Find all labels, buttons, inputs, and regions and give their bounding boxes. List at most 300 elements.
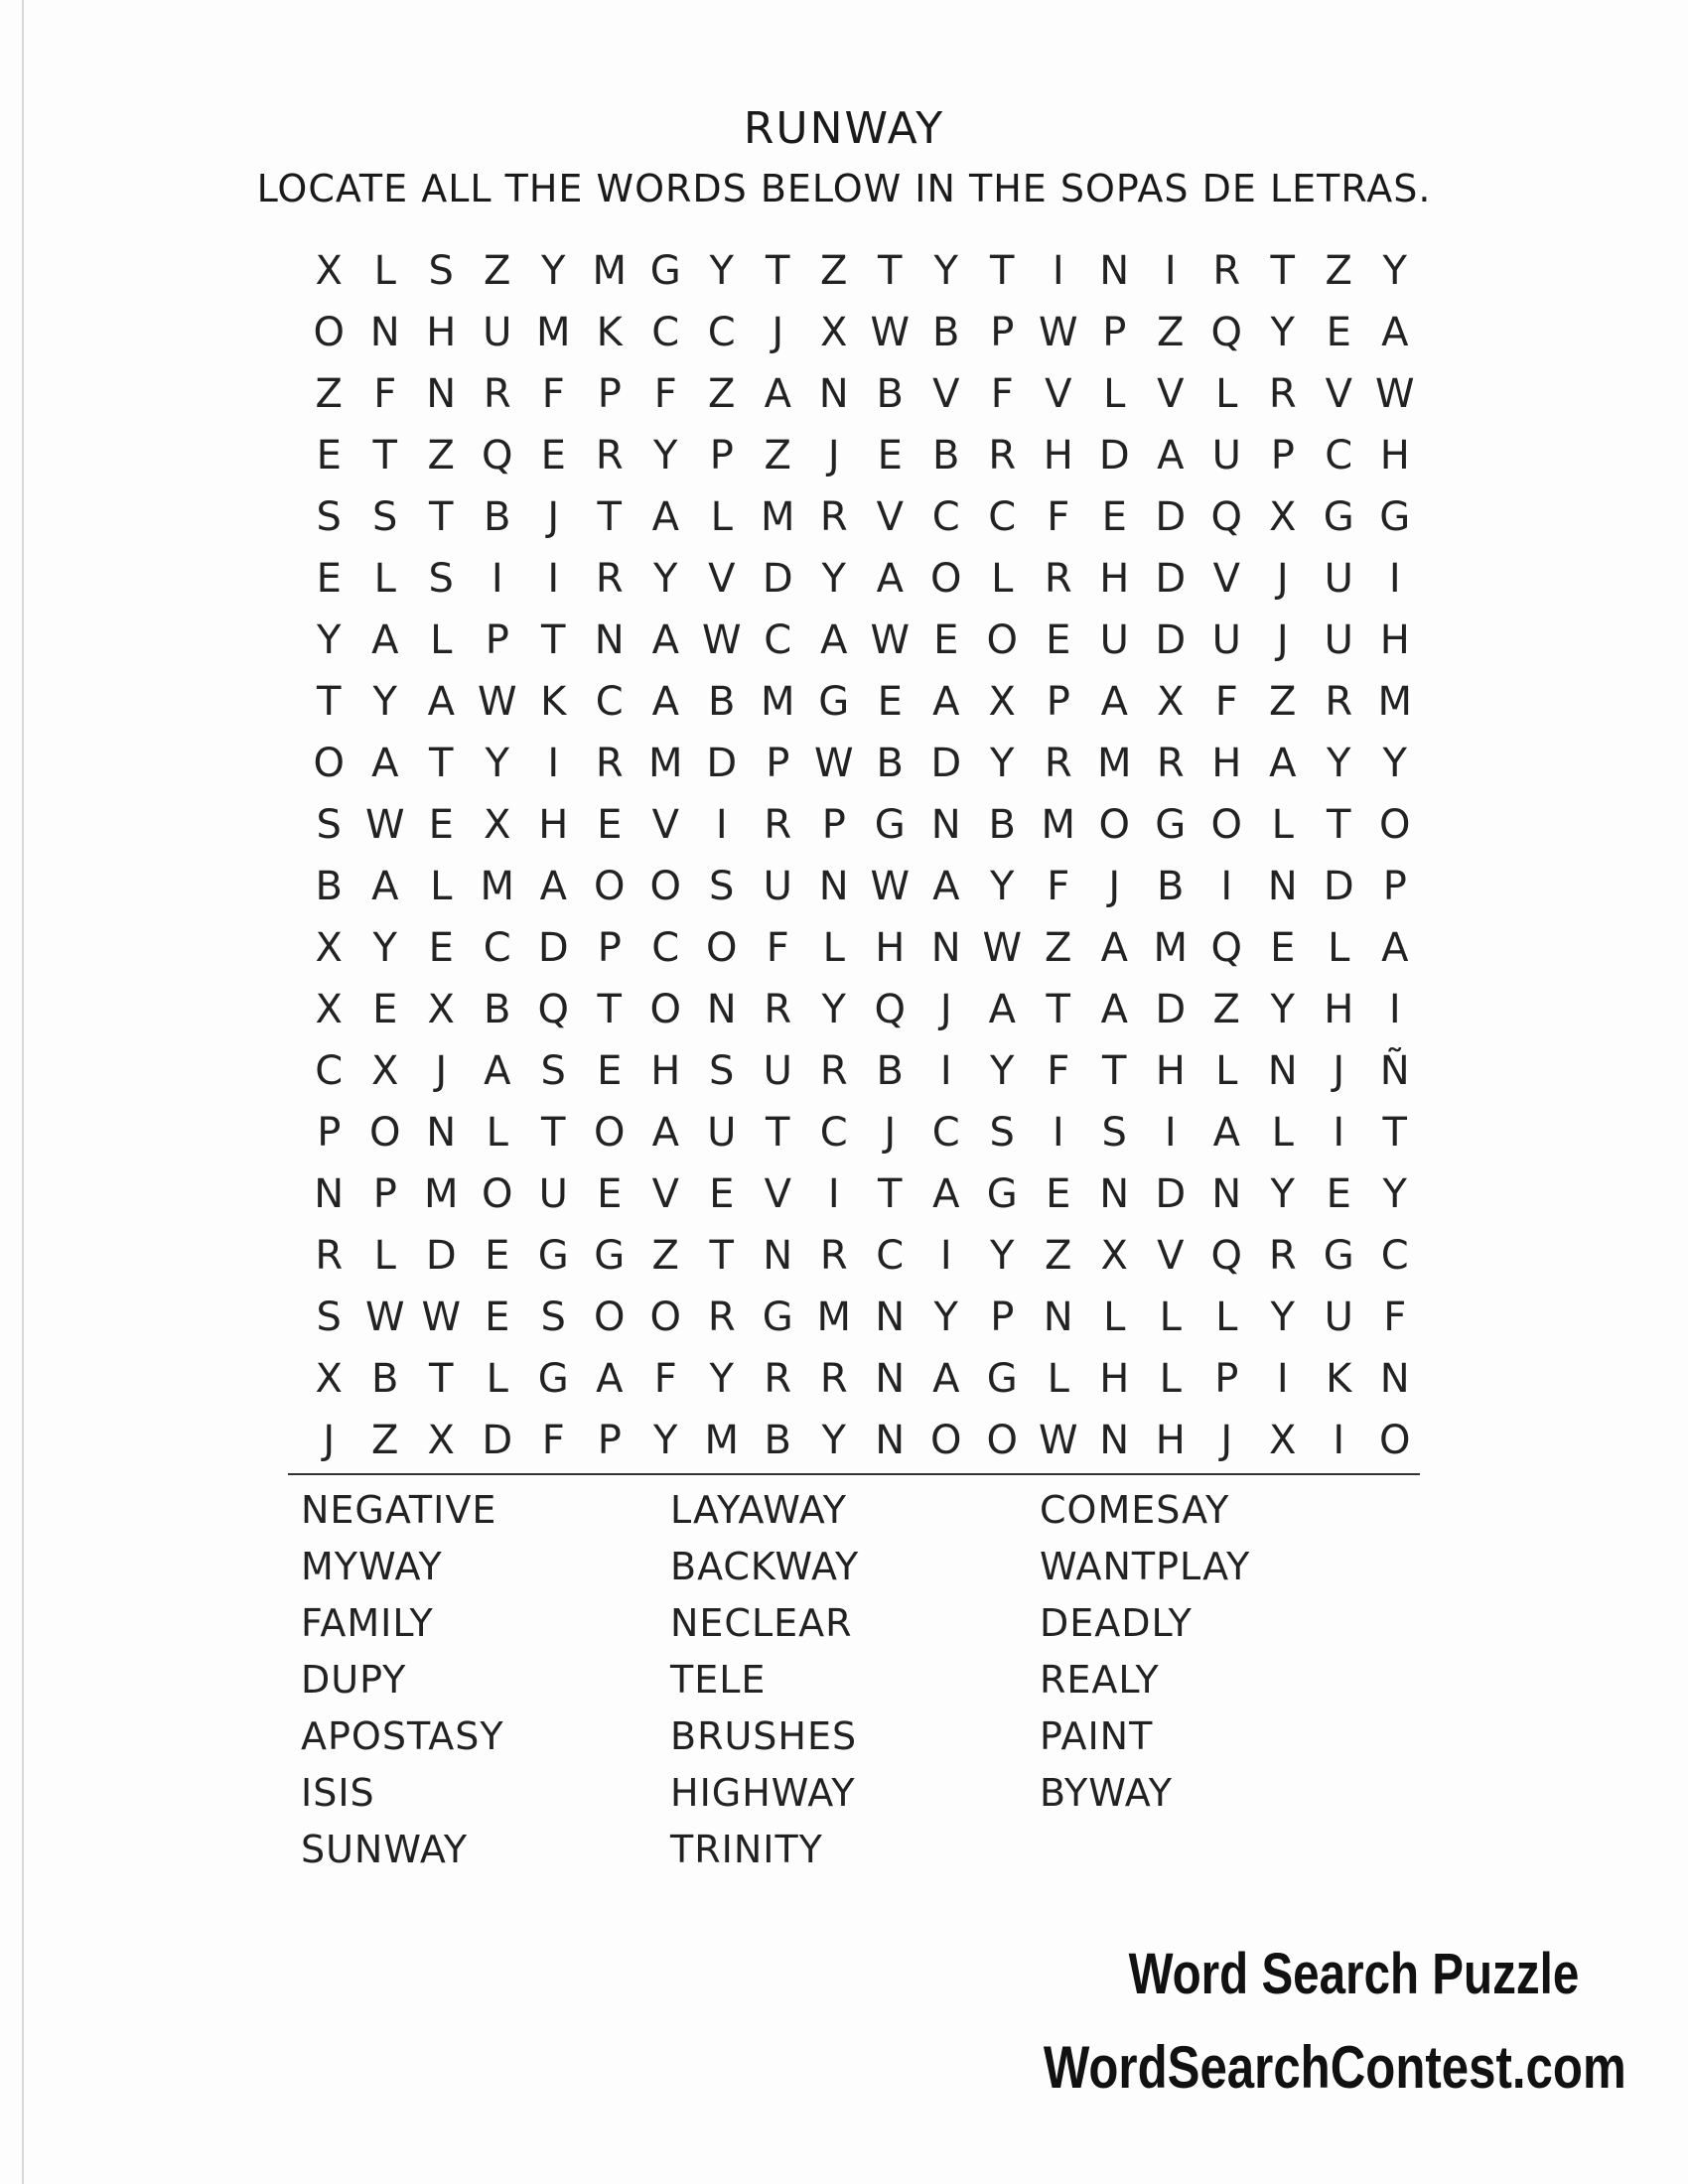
grid-letter[interactable]: B [988, 802, 1016, 848]
grid-letter[interactable]: G [649, 248, 681, 294]
grid-letter[interactable]: T [766, 1110, 790, 1156]
grid-letter[interactable]: Z [1045, 1233, 1072, 1279]
grid-letter[interactable]: Y [990, 741, 1015, 786]
grid-letter[interactable]: B [932, 433, 960, 478]
grid-letter[interactable]: F [1047, 864, 1070, 909]
grid-letter[interactable]: H [650, 1048, 681, 1094]
grid-letter[interactable]: N [875, 1295, 906, 1340]
grid-letter[interactable]: P [597, 371, 622, 417]
grid-letter[interactable]: B [876, 1048, 904, 1094]
grid-letter[interactable]: Z [1269, 679, 1297, 725]
grid-letter[interactable]: P [990, 1295, 1015, 1340]
grid-letter[interactable]: L [373, 556, 396, 602]
grid-letter[interactable]: L [1271, 802, 1294, 848]
grid-letter[interactable]: X [1269, 494, 1297, 540]
grid-letter[interactable]: A [932, 1356, 960, 1402]
grid-letter[interactable]: P [1046, 679, 1070, 725]
grid-letter[interactable]: O [649, 864, 681, 909]
grid-letter[interactable]: T [709, 1233, 734, 1279]
grid-letter[interactable]: R [764, 1356, 792, 1402]
grid-letter[interactable]: W [1038, 1418, 1078, 1463]
grid-letter[interactable]: T [317, 679, 342, 725]
grid-letter[interactable]: L [1215, 1048, 1238, 1094]
grid-letter[interactable]: U [763, 1048, 792, 1094]
grid-letter[interactable]: Y [1327, 741, 1351, 786]
grid-letter[interactable]: N [426, 1110, 457, 1156]
grid-letter[interactable]: M [647, 741, 683, 786]
grid-letter[interactable]: I [827, 1171, 840, 1217]
grid-letter[interactable]: P [709, 433, 734, 478]
grid-letter[interactable]: Y [653, 556, 678, 602]
grid-letter[interactable]: A [596, 1356, 624, 1402]
grid-letter[interactable]: L [486, 1110, 508, 1156]
grid-letter[interactable]: D [1155, 494, 1187, 540]
grid-letter[interactable]: Y [821, 987, 846, 1032]
grid-letter[interactable]: W [364, 1295, 405, 1340]
grid-letter[interactable]: H [426, 310, 457, 355]
grid-letter[interactable]: S [540, 1048, 566, 1094]
grid-letter[interactable]: M [1377, 679, 1412, 725]
grid-letter[interactable]: E [1046, 617, 1071, 663]
grid-letter[interactable]: B [484, 494, 511, 540]
grid-letter[interactable]: C [651, 925, 680, 971]
grid-letter[interactable]: O [986, 1418, 1018, 1463]
grid-letter[interactable]: P [1102, 310, 1127, 355]
grid-letter[interactable]: M [1153, 925, 1188, 971]
grid-letter[interactable]: R [1156, 741, 1185, 786]
grid-letter[interactable]: B [932, 310, 960, 355]
grid-letter[interactable]: E [372, 987, 398, 1032]
grid-letter[interactable]: L [373, 248, 396, 294]
grid-letter[interactable]: E [540, 433, 566, 478]
grid-letter[interactable]: V [651, 1171, 679, 1217]
grid-letter[interactable]: A [1100, 987, 1128, 1032]
grid-letter[interactable]: Y [1270, 987, 1295, 1032]
grid-letter[interactable]: A [1100, 925, 1128, 971]
grid-letter[interactable]: Y [933, 1295, 958, 1340]
grid-letter[interactable]: N [314, 1171, 345, 1217]
grid-letter[interactable]: O [649, 1295, 681, 1340]
grid-letter[interactable]: O [1379, 1418, 1411, 1463]
grid-letter[interactable]: E [485, 1295, 510, 1340]
grid-letter[interactable]: A [651, 679, 679, 725]
grid-letter[interactable]: V [651, 802, 679, 848]
grid-letter[interactable]: O [313, 741, 345, 786]
grid-letter[interactable]: O [649, 987, 681, 1032]
grid-letter[interactable]: B [371, 1356, 399, 1402]
grid-letter[interactable]: T [429, 494, 454, 540]
grid-letter[interactable]: E [1270, 925, 1296, 971]
grid-letter[interactable]: C [595, 679, 624, 725]
grid-letter[interactable]: E [877, 679, 903, 725]
grid-letter[interactable]: V [764, 1171, 791, 1217]
grid-letter[interactable]: Z [1325, 248, 1352, 294]
grid-letter[interactable]: E [709, 1171, 735, 1217]
grid-letter[interactable]: M [816, 1295, 851, 1340]
grid-letter[interactable]: Y [1382, 1171, 1407, 1217]
grid-letter[interactable]: F [1047, 1048, 1070, 1094]
grid-letter[interactable]: Z [484, 248, 511, 294]
grid-letter[interactable]: H [1155, 1418, 1186, 1463]
grid-letter[interactable]: T [766, 248, 790, 294]
grid-letter[interactable]: W [982, 925, 1023, 971]
grid-letter[interactable]: E [428, 802, 454, 848]
grid-letter[interactable]: L [1103, 371, 1126, 417]
grid-letter[interactable]: A [371, 864, 399, 909]
grid-letter[interactable]: U [538, 1171, 568, 1217]
grid-letter[interactable]: J [939, 987, 952, 1032]
grid-letter[interactable]: A [1381, 925, 1409, 971]
grid-letter[interactable]: W [1374, 371, 1415, 417]
grid-letter[interactable]: Z [651, 1233, 679, 1279]
grid-letter[interactable]: G [1323, 494, 1354, 540]
grid-letter[interactable]: Y [990, 1048, 1015, 1094]
grid-letter[interactable]: B [1157, 864, 1185, 909]
grid-letter[interactable]: Y [1270, 310, 1295, 355]
grid-letter[interactable]: A [988, 987, 1016, 1032]
grid-letter[interactable]: D [1155, 1171, 1187, 1217]
grid-letter[interactable]: F [1383, 1295, 1407, 1340]
grid-letter[interactable]: E [1046, 1171, 1071, 1217]
grid-letter[interactable]: N [930, 925, 961, 971]
grid-letter[interactable]: G [874, 802, 906, 848]
grid-letter[interactable]: M [760, 679, 795, 725]
grid-letter[interactable]: T [541, 1110, 566, 1156]
grid-letter[interactable]: O [369, 1110, 401, 1156]
grid-letter[interactable]: Y [1382, 248, 1407, 294]
grid-letter[interactable]: R [819, 1356, 848, 1402]
grid-letter[interactable]: E [597, 802, 623, 848]
grid-letter[interactable]: Q [1210, 1233, 1242, 1279]
grid-letter[interactable]: T [372, 433, 397, 478]
grid-letter[interactable]: D [1155, 556, 1187, 602]
grid-letter[interactable]: I [1276, 1356, 1289, 1402]
grid-letter[interactable]: R [819, 1233, 848, 1279]
grid-letter[interactable]: Z [315, 371, 343, 417]
grid-letter[interactable]: T [878, 1171, 903, 1217]
grid-letter[interactable]: O [706, 925, 738, 971]
grid-letter[interactable]: D [1155, 617, 1187, 663]
grid-letter[interactable]: W [1038, 310, 1078, 355]
grid-letter[interactable]: R [819, 494, 848, 540]
grid-letter[interactable]: T [597, 987, 622, 1032]
grid-letter[interactable]: H [1099, 1356, 1130, 1402]
grid-letter[interactable]: N [818, 864, 849, 909]
grid-letter[interactable]: P [597, 1418, 622, 1463]
grid-letter[interactable]: L [430, 617, 453, 663]
grid-letter[interactable]: H [1324, 987, 1354, 1032]
grid-letter[interactable]: T [1270, 248, 1295, 294]
grid-letter[interactable]: A [539, 864, 567, 909]
grid-letter[interactable]: L [1103, 1295, 1126, 1340]
grid-letter[interactable]: T [1327, 802, 1351, 848]
grid-letter[interactable]: L [991, 556, 1014, 602]
grid-letter[interactable]: J [435, 1048, 448, 1094]
grid-letter[interactable]: L [430, 864, 453, 909]
grid-letter[interactable]: Z [1045, 925, 1072, 971]
grid-letter[interactable]: N [1267, 864, 1298, 909]
grid-letter[interactable]: W [870, 617, 911, 663]
grid-letter[interactable]: Y [1382, 741, 1407, 786]
grid-letter[interactable]: X [1157, 679, 1185, 725]
grid-letter[interactable]: N [875, 1418, 906, 1463]
grid-letter[interactable]: E [877, 433, 903, 478]
grid-letter[interactable]: Y [821, 556, 846, 602]
grid-letter[interactable]: J [1220, 1418, 1233, 1463]
grid-letter[interactable]: C [931, 1110, 960, 1156]
grid-letter[interactable]: C [315, 1048, 344, 1094]
grid-letter[interactable]: C [931, 494, 960, 540]
grid-letter[interactable]: T [990, 248, 1015, 294]
grid-letter[interactable]: Y [821, 1418, 846, 1463]
grid-letter[interactable]: E [1326, 310, 1351, 355]
grid-letter[interactable]: N [930, 802, 961, 848]
grid-letter[interactable]: G [594, 1233, 626, 1279]
grid-letter[interactable]: W [870, 864, 911, 909]
grid-letter[interactable]: A [876, 556, 904, 602]
grid-letter[interactable]: B [484, 987, 511, 1032]
grid-letter[interactable]: S [372, 494, 398, 540]
grid-letter[interactable]: E [316, 556, 342, 602]
grid-letter[interactable]: A [764, 371, 791, 417]
grid-letter[interactable]: Z [820, 248, 848, 294]
grid-letter[interactable]: F [653, 1356, 677, 1402]
grid-letter[interactable]: C [1325, 433, 1353, 478]
grid-letter[interactable]: L [373, 1233, 396, 1279]
grid-letter[interactable]: Y [372, 679, 397, 725]
grid-letter[interactable]: R [707, 1295, 736, 1340]
grid-letter[interactable]: A [484, 1048, 511, 1094]
grid-letter[interactable]: R [595, 556, 624, 602]
grid-letter[interactable]: N [1099, 248, 1130, 294]
grid-letter[interactable]: H [1155, 1048, 1186, 1094]
grid-letter[interactable]: B [876, 741, 904, 786]
grid-letter[interactable]: R [1268, 1233, 1297, 1279]
grid-letter[interactable]: D [537, 925, 569, 971]
grid-letter[interactable]: G [537, 1356, 569, 1402]
grid-letter[interactable]: Q [482, 433, 513, 478]
grid-letter[interactable]: D [1155, 987, 1187, 1032]
grid-letter[interactable]: G [1155, 802, 1187, 848]
grid-letter[interactable]: U [1324, 556, 1353, 602]
grid-letter[interactable]: H [1043, 433, 1073, 478]
grid-letter[interactable]: N [369, 310, 400, 355]
grid-letter[interactable]: I [1333, 1418, 1345, 1463]
grid-letter[interactable]: F [766, 925, 789, 971]
grid-letter[interactable]: S [1101, 1110, 1127, 1156]
grid-letter[interactable]: E [485, 1233, 510, 1279]
grid-letter[interactable]: N [1267, 1048, 1298, 1094]
grid-letter[interactable]: J [884, 1110, 897, 1156]
grid-letter[interactable]: A [820, 617, 848, 663]
grid-letter[interactable]: Y [1270, 1171, 1295, 1217]
grid-letter[interactable]: O [1379, 802, 1411, 848]
grid-letter[interactable]: J [1108, 864, 1121, 909]
grid-letter[interactable]: W [813, 741, 854, 786]
grid-letter[interactable]: N [706, 987, 737, 1032]
grid-letter[interactable]: V [1157, 371, 1185, 417]
grid-letter[interactable]: C [483, 925, 511, 971]
grid-letter[interactable]: E [316, 433, 342, 478]
grid-letter[interactable]: G [818, 679, 850, 725]
grid-letter[interactable]: V [1045, 371, 1072, 417]
grid-letter[interactable]: F [1047, 494, 1070, 540]
grid-letter[interactable]: I [547, 741, 560, 786]
grid-letter[interactable]: J [772, 310, 784, 355]
grid-letter[interactable]: U [763, 864, 792, 909]
grid-letter[interactable]: R [315, 1233, 344, 1279]
grid-letter[interactable]: L [1215, 371, 1238, 417]
grid-letter[interactable]: W [870, 310, 911, 355]
grid-letter[interactable]: B [315, 864, 343, 909]
grid-letter[interactable]: Z [708, 371, 736, 417]
grid-letter[interactable]: P [1270, 433, 1295, 478]
grid-letter[interactable]: D [482, 1418, 513, 1463]
grid-letter[interactable]: D [706, 741, 738, 786]
grid-letter[interactable]: N [875, 1356, 906, 1402]
grid-letter[interactable]: L [710, 494, 733, 540]
grid-letter[interactable]: U [707, 1110, 737, 1156]
grid-letter[interactable]: D [762, 556, 793, 602]
grid-letter[interactable]: N [1211, 1171, 1242, 1217]
grid-letter[interactable]: G [1323, 1233, 1354, 1279]
grid-letter[interactable]: F [1214, 679, 1238, 725]
grid-letter[interactable]: I [939, 1233, 952, 1279]
grid-letter[interactable]: S [316, 802, 342, 848]
grid-letter[interactable]: G [762, 1295, 793, 1340]
grid-letter[interactable]: Y [1270, 1295, 1295, 1340]
grid-letter[interactable]: G [986, 1171, 1018, 1217]
grid-letter[interactable]: B [764, 1418, 791, 1463]
grid-letter[interactable]: R [764, 987, 792, 1032]
grid-letter[interactable]: S [428, 556, 454, 602]
grid-letter[interactable]: X [820, 310, 848, 355]
grid-letter[interactable]: P [766, 741, 790, 786]
grid-letter[interactable]: D [425, 1233, 457, 1279]
grid-letter[interactable]: S [709, 864, 735, 909]
grid-letter[interactable]: L [822, 925, 845, 971]
grid-letter[interactable]: A [651, 1110, 679, 1156]
grid-letter[interactable]: H [1099, 556, 1130, 602]
grid-letter[interactable]: J [547, 494, 560, 540]
grid-letter[interactable]: X [371, 1048, 399, 1094]
grid-letter[interactable]: W [421, 1295, 462, 1340]
grid-letter[interactable]: P [597, 925, 622, 971]
grid-letter[interactable]: F [653, 371, 677, 417]
grid-letter[interactable]: L [1271, 1110, 1294, 1156]
grid-letter[interactable]: S [989, 1110, 1015, 1156]
grid-letter[interactable]: X [315, 925, 343, 971]
grid-letter[interactable]: P [821, 802, 846, 848]
grid-letter[interactable]: I [1164, 248, 1177, 294]
grid-letter[interactable]: R [595, 433, 624, 478]
grid-letter[interactable]: L [1328, 925, 1350, 971]
grid-letter[interactable]: K [540, 679, 567, 725]
grid-letter[interactable]: M [760, 494, 795, 540]
grid-letter[interactable]: Y [653, 433, 678, 478]
grid-letter[interactable]: F [373, 371, 397, 417]
grid-letter[interactable]: A [932, 864, 960, 909]
grid-letter[interactable]: S [316, 494, 342, 540]
grid-letter[interactable]: O [594, 864, 626, 909]
grid-letter[interactable]: C [1380, 1233, 1409, 1279]
grid-letter[interactable]: J [1333, 1048, 1345, 1094]
grid-letter[interactable]: Y [709, 248, 734, 294]
grid-letter[interactable]: H [1379, 433, 1410, 478]
grid-letter[interactable]: S [540, 1295, 566, 1340]
grid-letter[interactable]: Ñ [1379, 1048, 1410, 1094]
grid-letter[interactable]: R [819, 1048, 848, 1094]
grid-letter[interactable]: I [547, 556, 560, 602]
grid-letter[interactable]: J [323, 1418, 336, 1463]
grid-letter[interactable]: Y [541, 248, 566, 294]
grid-letter[interactable]: I [1333, 1110, 1345, 1156]
grid-letter[interactable]: O [1210, 802, 1242, 848]
grid-letter[interactable]: N [594, 617, 625, 663]
grid-letter[interactable]: R [1044, 741, 1072, 786]
grid-letter[interactable]: R [1044, 556, 1072, 602]
grid-letter[interactable]: M [535, 310, 571, 355]
grid-letter[interactable]: A [1157, 433, 1185, 478]
grid-letter[interactable]: N [426, 371, 457, 417]
grid-letter[interactable]: O [594, 1110, 626, 1156]
grid-letter[interactable]: K [596, 310, 623, 355]
grid-letter[interactable]: J [827, 433, 840, 478]
grid-letter[interactable]: U [1324, 1295, 1353, 1340]
grid-letter[interactable]: I [491, 556, 503, 602]
grid-letter[interactable]: E [933, 617, 959, 663]
grid-letter[interactable]: V [876, 494, 904, 540]
grid-letter[interactable]: Y [485, 741, 509, 786]
grid-letter[interactable]: N [818, 371, 849, 417]
grid-letter[interactable]: M [1041, 802, 1075, 848]
grid-letter[interactable]: T [429, 1356, 454, 1402]
grid-letter[interactable]: S [316, 1295, 342, 1340]
grid-letter[interactable]: G [537, 1233, 569, 1279]
grid-letter[interactable]: I [1052, 1110, 1064, 1156]
grid-letter[interactable]: P [317, 1110, 342, 1156]
grid-letter[interactable]: C [819, 1110, 848, 1156]
grid-letter[interactable]: I [715, 802, 728, 848]
grid-letter[interactable]: F [541, 1418, 565, 1463]
grid-letter[interactable]: A [651, 617, 679, 663]
grid-letter[interactable]: C [876, 1233, 905, 1279]
grid-letter[interactable]: R [764, 802, 792, 848]
grid-letter[interactable]: G [1379, 494, 1411, 540]
grid-letter[interactable]: X [315, 987, 343, 1032]
grid-letter[interactable]: I [1388, 987, 1401, 1032]
grid-letter[interactable]: R [988, 433, 1017, 478]
grid-letter[interactable]: X [484, 802, 511, 848]
grid-letter[interactable]: T [1102, 1048, 1127, 1094]
grid-letter[interactable]: T [541, 617, 566, 663]
grid-letter[interactable]: Q [1210, 494, 1242, 540]
grid-letter[interactable]: Q [1210, 310, 1242, 355]
grid-letter[interactable]: U [483, 310, 512, 355]
grid-letter[interactable]: L [1159, 1356, 1182, 1402]
grid-letter[interactable]: Q [537, 987, 569, 1032]
grid-letter[interactable]: C [988, 494, 1017, 540]
grid-letter[interactable]: J [1276, 556, 1289, 602]
grid-letter[interactable]: N [1099, 1418, 1130, 1463]
grid-letter[interactable]: O [986, 617, 1018, 663]
grid-letter[interactable]: I [1388, 556, 1401, 602]
grid-letter[interactable]: M [480, 864, 514, 909]
grid-letter[interactable]: E [597, 1171, 623, 1217]
grid-letter[interactable]: O [930, 1418, 962, 1463]
grid-letter[interactable]: L [1047, 1356, 1069, 1402]
grid-letter[interactable]: Q [874, 987, 906, 1032]
